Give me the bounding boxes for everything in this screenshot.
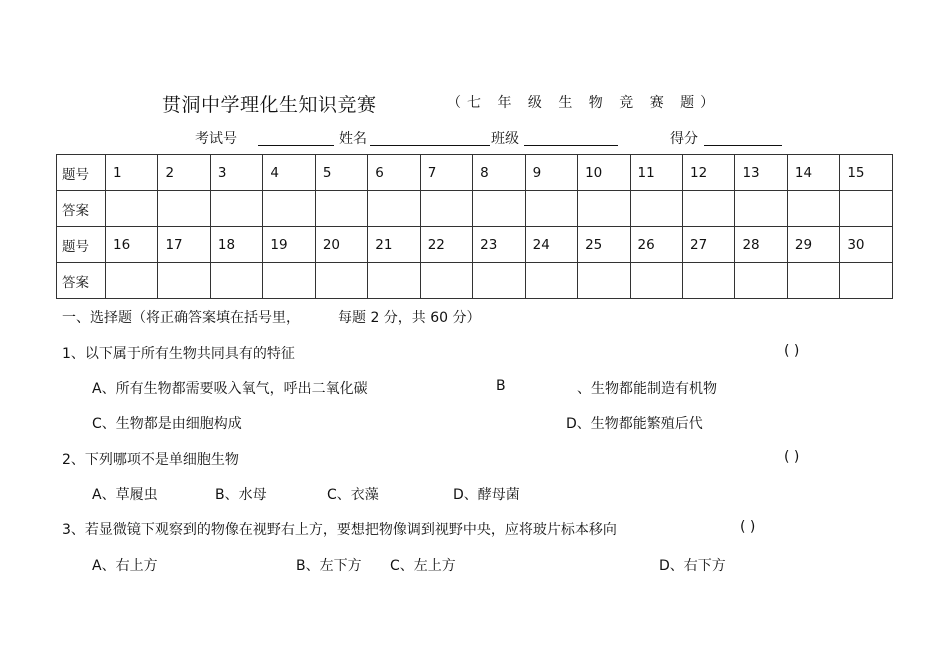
question-number-cell: 27 (682, 227, 734, 263)
question-number-cell: 17 (158, 227, 210, 263)
answer-cell[interactable] (525, 191, 577, 227)
question-number-cell: 14 (787, 155, 839, 191)
question-1-option-c[interactable]: C、生物都是由细胞构成 (92, 416, 242, 432)
row-label-number: 题号 (57, 155, 106, 191)
number-row (57, 227, 893, 263)
answer-cell[interactable] (473, 263, 525, 299)
question-number-cell: 24 (525, 227, 577, 263)
question-2-option-d[interactable]: D、酵母菌 (453, 487, 520, 503)
question-number-cell: 28 (735, 227, 787, 263)
question-number-cell: 4 (263, 155, 315, 191)
question-2-text: 2、下列哪项不是单细胞生物 (62, 452, 239, 468)
answer-cell[interactable] (735, 263, 787, 299)
row-label-number: 题号 (57, 227, 106, 263)
section-scoring: 每题 2 分，共 60 分） (338, 310, 481, 326)
question-number-cell: 8 (473, 155, 525, 191)
score-blank[interactable] (704, 145, 782, 146)
row-label-answer: 答案 (57, 191, 106, 227)
answer-cell[interactable] (630, 263, 682, 299)
score-label: 得分 (670, 131, 698, 147)
answer-cell[interactable] (158, 191, 210, 227)
page-title: 贯洞中学理化生知识竞赛 (162, 94, 377, 116)
question-number-cell: 16 (106, 227, 158, 263)
class-blank[interactable] (524, 145, 618, 146)
question-number-cell: 1 (106, 155, 158, 191)
question-3-text: 3、若显微镜下观察到的物像在视野右上方，要想把物像调到视野中央，应将玻片标本移向 (62, 522, 617, 538)
question-number-cell: 3 (210, 155, 262, 191)
row-label-answer: 答案 (57, 263, 106, 299)
question-number-cell: 30 (840, 227, 893, 263)
answer-cell[interactable] (368, 191, 420, 227)
question-number-cell: 10 (578, 155, 630, 191)
answer-grid (56, 154, 893, 299)
question-2-answer-paren[interactable]: ( ) (784, 449, 800, 465)
exam-number-blank[interactable] (258, 145, 334, 146)
answer-cell[interactable] (106, 263, 158, 299)
answer-cell[interactable] (473, 191, 525, 227)
section-heading: 一、选择题（将正确答案填在括号里， (62, 310, 300, 326)
question-number-cell: 22 (420, 227, 472, 263)
name-blank[interactable] (370, 145, 490, 146)
number-row (57, 155, 893, 191)
question-number-cell: 11 (630, 155, 682, 191)
question-number-cell: 7 (420, 155, 472, 191)
class-label: 班级 (491, 131, 519, 147)
question-number-cell: 23 (473, 227, 525, 263)
question-number-cell: 25 (578, 227, 630, 263)
answer-cell[interactable] (787, 263, 839, 299)
question-number-cell: 9 (525, 155, 577, 191)
answer-cell[interactable] (840, 263, 893, 299)
answer-cell[interactable] (578, 191, 630, 227)
answer-cell[interactable] (578, 263, 630, 299)
answer-cell[interactable] (158, 263, 210, 299)
question-1-option-d[interactable]: D、生物都能繁殖后代 (566, 416, 703, 432)
question-number-cell: 6 (368, 155, 420, 191)
question-number-cell: 5 (315, 155, 367, 191)
question-number-cell: 26 (630, 227, 682, 263)
answer-cell[interactable] (682, 263, 734, 299)
question-2-option-b[interactable]: B、水母 (215, 487, 267, 503)
question-number-cell: 29 (787, 227, 839, 263)
answer-row (57, 263, 893, 299)
answer-cell[interactable] (735, 191, 787, 227)
question-number-cell: 15 (840, 155, 893, 191)
question-3-option-a[interactable]: A、右上方 (92, 558, 158, 574)
question-number-cell: 2 (158, 155, 210, 191)
exam-number-label: 考试号 (195, 131, 237, 147)
answer-row (57, 191, 893, 227)
answer-cell[interactable] (210, 191, 262, 227)
question-1-answer-paren[interactable]: ( ) (784, 343, 800, 359)
question-3-answer-paren[interactable]: ( ) (740, 519, 756, 535)
answer-cell[interactable] (682, 191, 734, 227)
question-1-text: 1、以下属于所有生物共同具有的特征 (62, 346, 295, 362)
question-3-option-c[interactable]: C、左上方 (390, 558, 456, 574)
question-1-option-b-letter[interactable]: B (496, 378, 506, 394)
answer-cell[interactable] (263, 263, 315, 299)
answer-cell[interactable] (106, 191, 158, 227)
answer-cell[interactable] (315, 263, 367, 299)
question-number-cell: 21 (368, 227, 420, 263)
name-label: 姓名 (339, 131, 367, 147)
answer-cell[interactable] (840, 191, 893, 227)
question-number-cell: 18 (210, 227, 262, 263)
answer-cell[interactable] (263, 191, 315, 227)
question-number-cell: 12 (682, 155, 734, 191)
question-number-cell: 20 (315, 227, 367, 263)
answer-cell[interactable] (420, 191, 472, 227)
answer-cell[interactable] (210, 263, 262, 299)
answer-cell[interactable] (525, 263, 577, 299)
question-2-option-c[interactable]: C、衣藻 (327, 487, 379, 503)
question-2-option-a[interactable]: A、草履虫 (92, 487, 158, 503)
question-3-option-d[interactable]: D、右下方 (659, 558, 726, 574)
answer-cell[interactable] (368, 263, 420, 299)
question-3-option-b[interactable]: B、左下方 (296, 558, 362, 574)
answer-cell[interactable] (420, 263, 472, 299)
question-number-cell: 13 (735, 155, 787, 191)
answer-cell[interactable] (787, 191, 839, 227)
question-1-option-b-text[interactable]: 、生物都能制造有机物 (577, 381, 717, 397)
answer-cell[interactable] (315, 191, 367, 227)
question-1-option-a[interactable]: A、所有生物都需要吸入氧气，呼出二氧化碳 (92, 381, 368, 397)
question-number-cell: 19 (263, 227, 315, 263)
answer-cell[interactable] (630, 191, 682, 227)
page-subtitle: （七 年 级 生 物 竞 赛 题） (447, 95, 721, 111)
